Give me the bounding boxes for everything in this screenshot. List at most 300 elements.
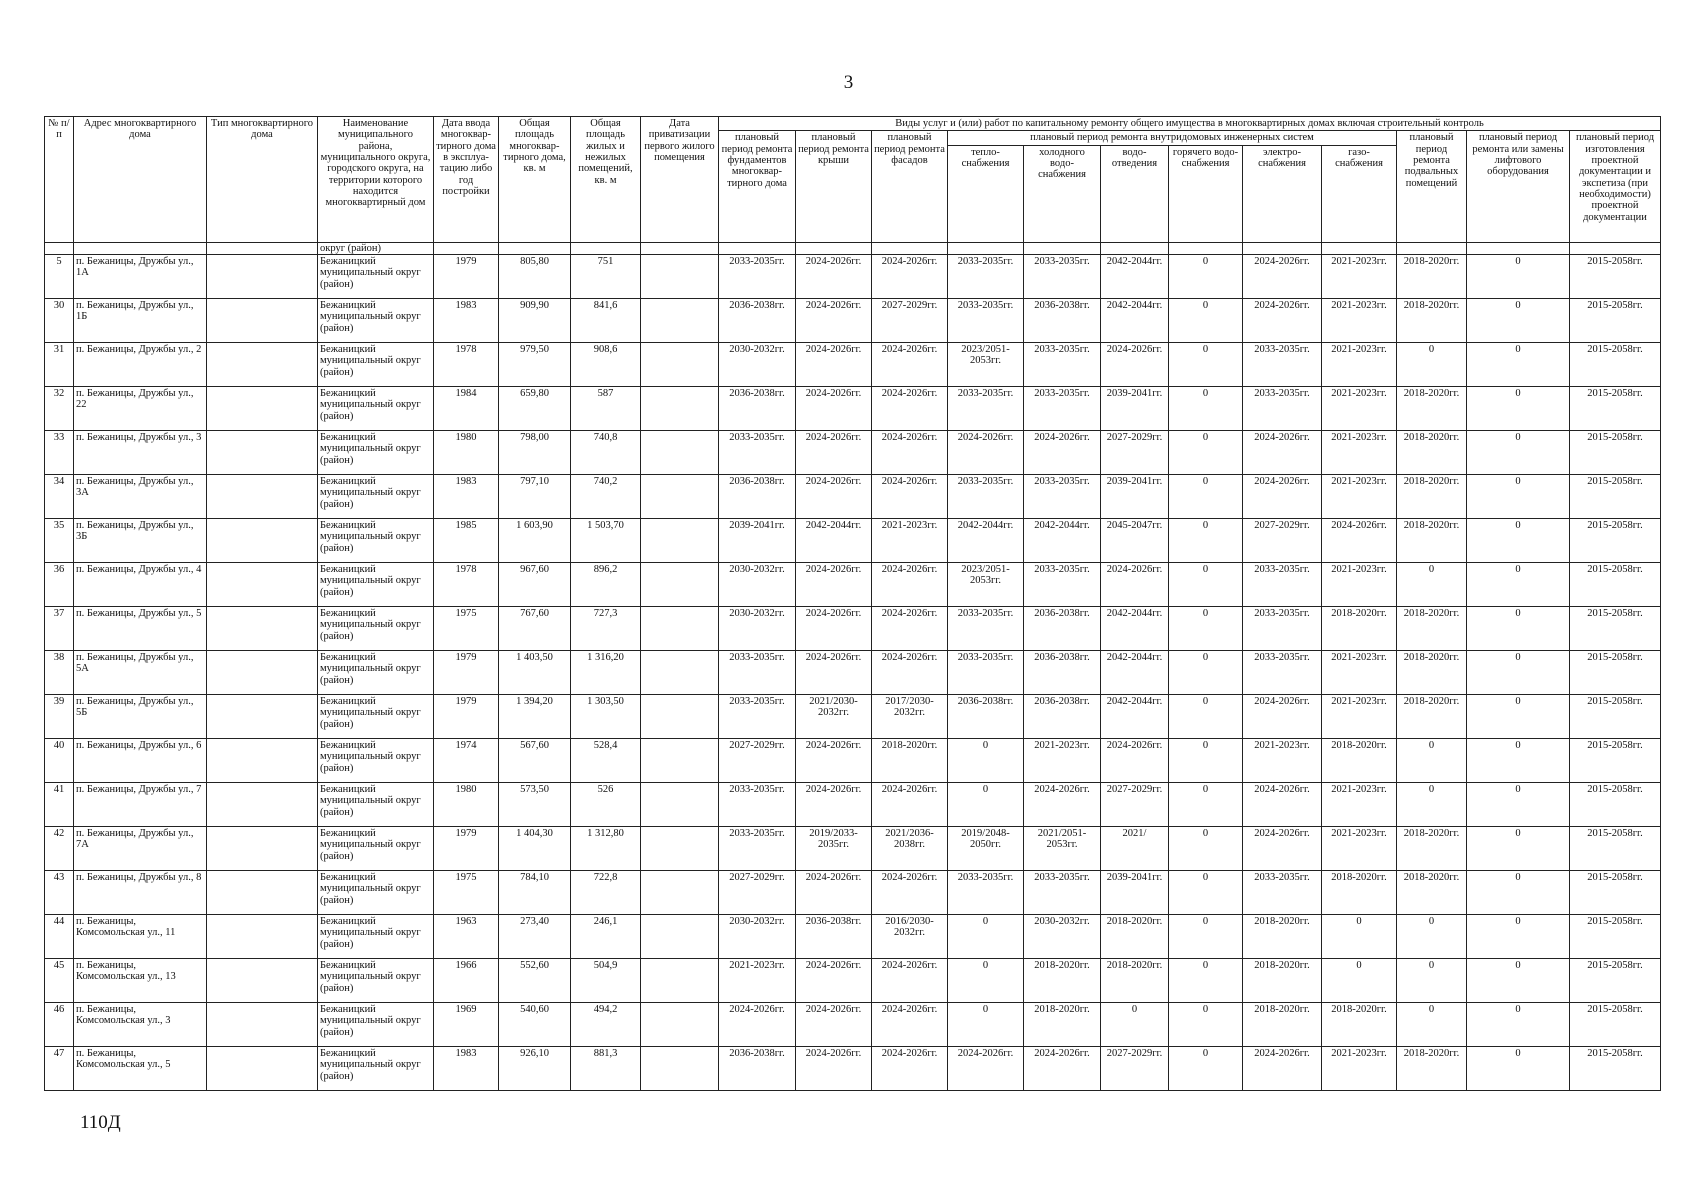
cell-num: 46 bbox=[45, 1002, 74, 1046]
cell-address: п. Бежаницы, Дружбы ул., 4 bbox=[74, 562, 207, 606]
cell-basement: 2018-2020гг. bbox=[1397, 386, 1467, 430]
cell-address: п. Бежаницы, Дружбы ул., 3А bbox=[74, 474, 207, 518]
cell-facade: 2018-2020гг. bbox=[872, 738, 948, 782]
cell-gas: 2021-2023гг. bbox=[1322, 782, 1397, 826]
cell-electric: 2033-2035гг. bbox=[1243, 650, 1322, 694]
cell-num: 31 bbox=[45, 342, 74, 386]
cell-design: 2015-2058гг. bbox=[1570, 738, 1661, 782]
cell-living-area: 751 bbox=[571, 254, 641, 298]
cell-basement: 2018-2020гг. bbox=[1397, 606, 1467, 650]
table-row bbox=[45, 430, 1661, 474]
cell-basement: 0 bbox=[1397, 1002, 1467, 1046]
cell-num: 36 bbox=[45, 562, 74, 606]
cell-year: 1983 bbox=[434, 474, 499, 518]
cell-basement: 0 bbox=[1397, 738, 1467, 782]
cell-num: 44 bbox=[45, 914, 74, 958]
cell-total-area: 767,60 bbox=[499, 606, 571, 650]
cell-heat: 2033-2035гг. bbox=[948, 298, 1024, 342]
cell-address: п. Бежаницы, Комсомольская ул., 5 bbox=[74, 1046, 207, 1090]
cell-basement: 2018-2020гг. bbox=[1397, 870, 1467, 914]
cell-design: 2015-2058гг. bbox=[1570, 254, 1661, 298]
cell-year: 1983 bbox=[434, 298, 499, 342]
cell-design: 2015-2058гг. bbox=[1570, 1046, 1661, 1090]
table-row bbox=[45, 694, 1661, 738]
cell-living-area: 504,9 bbox=[571, 958, 641, 1002]
cell-num: 33 bbox=[45, 430, 74, 474]
header-works-group: Виды услуг и (или) работ по капитальному ремонту общего имущества в многоквартирных домах включая строительный контроль bbox=[719, 117, 1661, 131]
cell-gas: 2021-2023гг. bbox=[1322, 650, 1397, 694]
cell-address: п. Бежаницы, Комсомольская ул., 11 bbox=[74, 914, 207, 958]
cell-privatization bbox=[641, 694, 719, 738]
cell-type bbox=[207, 650, 318, 694]
cell-roof: 2024-2026гг. bbox=[796, 430, 872, 474]
cell-foundation: 2030-2032гг. bbox=[719, 342, 796, 386]
cell-gas: 2021-2023гг. bbox=[1322, 386, 1397, 430]
cell-address: п. Бежаницы, Дружбы ул., 1А bbox=[74, 254, 207, 298]
cell-type bbox=[207, 386, 318, 430]
cell-gas: 2021-2023гг. bbox=[1322, 826, 1397, 870]
cell-cold-water: 2024-2026гг. bbox=[1024, 782, 1101, 826]
cell-privatization bbox=[641, 298, 719, 342]
cell-foundation: 2036-2038гг. bbox=[719, 298, 796, 342]
cell-basement: 0 bbox=[1397, 958, 1467, 1002]
cell-design: 2015-2058гг. bbox=[1570, 430, 1661, 474]
table-row bbox=[45, 386, 1661, 430]
cell-num: 42 bbox=[45, 826, 74, 870]
cell-facade: 2024-2026гг. bbox=[872, 650, 948, 694]
cell-privatization bbox=[641, 826, 719, 870]
cell-year: 1985 bbox=[434, 518, 499, 562]
cell-basement: 2018-2020гг. bbox=[1397, 430, 1467, 474]
cell-cold-water: 2033-2035гг. bbox=[1024, 562, 1101, 606]
cell-total-area: 573,50 bbox=[499, 782, 571, 826]
table-row bbox=[45, 1046, 1661, 1090]
cell-num: 45 bbox=[45, 958, 74, 1002]
cell-basement: 2018-2020гг. bbox=[1397, 254, 1467, 298]
cell-heat: 0 bbox=[948, 1002, 1024, 1046]
cell-sewage: 2024-2026гг. bbox=[1101, 342, 1169, 386]
cell-elevator: 0 bbox=[1467, 386, 1570, 430]
cell-foundation: 2033-2035гг. bbox=[719, 254, 796, 298]
cell-cold-water: 2033-2035гг. bbox=[1024, 386, 1101, 430]
cell-basement: 2018-2020гг. bbox=[1397, 650, 1467, 694]
cell-living-area: 246,1 bbox=[571, 914, 641, 958]
cell-foundation: 2024-2026гг. bbox=[719, 1002, 796, 1046]
cell-living-area: 587 bbox=[571, 386, 641, 430]
cell-year: 1984 bbox=[434, 386, 499, 430]
header-hot-water: горячего водо- снабжения bbox=[1169, 145, 1243, 242]
cell-roof: 2042-2044гг. bbox=[796, 518, 872, 562]
cell-cold-water: 2024-2026гг. bbox=[1024, 1046, 1101, 1090]
cell-num: 35 bbox=[45, 518, 74, 562]
cell-type bbox=[207, 518, 318, 562]
cell-electric: 2021-2023гг. bbox=[1243, 738, 1322, 782]
cell-cold-water: 2021-2023гг. bbox=[1024, 738, 1101, 782]
cell-year: 1975 bbox=[434, 870, 499, 914]
cell-address: п. Бежаницы, Дружбы ул., 3 bbox=[74, 430, 207, 474]
cell-roof: 2024-2026гг. bbox=[796, 342, 872, 386]
header-design: плановый период изготовления проектной документации и экспетиза (при необходимости) проектной документации bbox=[1570, 131, 1661, 242]
cell-privatization bbox=[641, 342, 719, 386]
cell-elevator: 0 bbox=[1467, 958, 1570, 1002]
cell-num: 37 bbox=[45, 606, 74, 650]
cell-roof: 2024-2026гг. bbox=[796, 298, 872, 342]
cell-living-area: 526 bbox=[571, 782, 641, 826]
cell-address: п. Бежаницы, Дружбы ул., 7 bbox=[74, 782, 207, 826]
table-row bbox=[45, 650, 1661, 694]
table-body bbox=[45, 242, 1661, 1090]
cell-cold-water: 2033-2035гг. bbox=[1024, 342, 1101, 386]
cell-heat: 2036-2038гг. bbox=[948, 694, 1024, 738]
cell-gas: 2021-2023гг. bbox=[1322, 474, 1397, 518]
cell-total-area: 540,60 bbox=[499, 1002, 571, 1046]
cell-privatization bbox=[641, 958, 719, 1002]
cell-sewage: 0 bbox=[1101, 1002, 1169, 1046]
cell-basement: 2018-2020гг. bbox=[1397, 826, 1467, 870]
header-elevator: плановый период ремонта или замены лифтового оборудования bbox=[1467, 131, 1570, 242]
cell-elevator: 0 bbox=[1467, 738, 1570, 782]
cell-heat: 2033-2035гг. bbox=[948, 474, 1024, 518]
header-facade: плановый период ремонта фасадов bbox=[872, 131, 948, 242]
cell-electric: 2033-2035гг. bbox=[1243, 562, 1322, 606]
cell-design: 2015-2058гг. bbox=[1570, 650, 1661, 694]
cell-gas: 2021-2023гг. bbox=[1322, 298, 1397, 342]
cell-total-area: 797,10 bbox=[499, 474, 571, 518]
cell-heat: 2023/2051-2053гг. bbox=[948, 562, 1024, 606]
cell-foundation: 2036-2038гг. bbox=[719, 1046, 796, 1090]
cell-living-area: 1 312,80 bbox=[571, 826, 641, 870]
cell-design: 2015-2058гг. bbox=[1570, 1002, 1661, 1046]
cell-district: Бежаницкий муниципальный округ (район) bbox=[318, 1046, 434, 1090]
cell-total-area: 1 603,90 bbox=[499, 518, 571, 562]
cell-facade: 2024-2026гг. bbox=[872, 1046, 948, 1090]
cell-total-area: 967,60 bbox=[499, 562, 571, 606]
cell-facade: 2024-2026гг. bbox=[872, 254, 948, 298]
cell-hot-water: 0 bbox=[1169, 958, 1243, 1002]
header-living-area: Общая площадь жилых и нежилых помещений, кв. м bbox=[571, 117, 641, 243]
table-row bbox=[45, 562, 1661, 606]
cell-address: п. Бежаницы, Дружбы ул., 8 bbox=[74, 870, 207, 914]
cell-heat: 2023/2051-2053гг. bbox=[948, 342, 1024, 386]
cell-hot-water: 0 bbox=[1169, 518, 1243, 562]
cell-facade: 2021/2036-2038гг. bbox=[872, 826, 948, 870]
header-basement: плановый период ремонта подвальных помещений bbox=[1397, 131, 1467, 242]
table-row bbox=[45, 518, 1661, 562]
cell-electric: 2018-2020гг. bbox=[1243, 914, 1322, 958]
cell-living-area: 896,2 bbox=[571, 562, 641, 606]
cell-hot-water: 0 bbox=[1169, 870, 1243, 914]
cell-foundation: 2039-2041гг. bbox=[719, 518, 796, 562]
cell-basement: 2018-2020гг. bbox=[1397, 694, 1467, 738]
cell-electric: 2027-2029гг. bbox=[1243, 518, 1322, 562]
cell-hot-water: 0 bbox=[1169, 386, 1243, 430]
cell-gas: 2021-2023гг. bbox=[1322, 342, 1397, 386]
cell-address: п. Бежаницы, Дружбы ул., 5А bbox=[74, 650, 207, 694]
cell-type bbox=[207, 694, 318, 738]
cell-district: Бежаницкий муниципальный округ (район) bbox=[318, 254, 434, 298]
cell-district: Бежаницкий муниципальный округ (район) bbox=[318, 562, 434, 606]
cell-roof: 2024-2026гг. bbox=[796, 474, 872, 518]
cell-num: 41 bbox=[45, 782, 74, 826]
cell-elevator: 0 bbox=[1467, 914, 1570, 958]
cell-design: 2015-2058гг. bbox=[1570, 826, 1661, 870]
table-row bbox=[45, 826, 1661, 870]
table-row bbox=[45, 914, 1661, 958]
cell-foundation: 2021-2023гг. bbox=[719, 958, 796, 1002]
cell-district: Бежаницкий муниципальный округ (район) bbox=[318, 1002, 434, 1046]
cell-gas: 2021-2023гг. bbox=[1322, 254, 1397, 298]
cell-electric: 2033-2035гг. bbox=[1243, 342, 1322, 386]
cell-foundation: 2036-2038гг. bbox=[719, 386, 796, 430]
cell-heat: 2033-2035гг. bbox=[948, 386, 1024, 430]
cell-living-area: 908,6 bbox=[571, 342, 641, 386]
cell-address: п. Бежаницы, Дружбы ул., 2 bbox=[74, 342, 207, 386]
cell-gas: 0 bbox=[1322, 958, 1397, 1002]
document-code: 110Д bbox=[80, 1112, 121, 1133]
cell-living-area: 841,6 bbox=[571, 298, 641, 342]
cell-privatization bbox=[641, 386, 719, 430]
cell-year: 1966 bbox=[434, 958, 499, 1002]
cell-sewage: 2018-2020гг. bbox=[1101, 958, 1169, 1002]
cell-basement: 2018-2020гг. bbox=[1397, 474, 1467, 518]
cell-design: 2015-2058гг. bbox=[1570, 606, 1661, 650]
cell-facade: 2024-2026гг. bbox=[872, 342, 948, 386]
cell-living-area: 740,8 bbox=[571, 430, 641, 474]
cell-basement: 0 bbox=[1397, 782, 1467, 826]
cell-district: Бежаницкий муниципальный округ (район) bbox=[318, 650, 434, 694]
cell-type bbox=[207, 474, 318, 518]
cell-num: 43 bbox=[45, 870, 74, 914]
cell-heat: 0 bbox=[948, 738, 1024, 782]
cell-roof: 2024-2026гг. bbox=[796, 738, 872, 782]
cell-sewage: 2021/ bbox=[1101, 826, 1169, 870]
cell-facade: 2021-2023гг. bbox=[872, 518, 948, 562]
cell-living-area: 881,3 bbox=[571, 1046, 641, 1090]
header-district: Наименование муниципального района, муниципального округа, городского округа, на территории которого находится многоквартирный дом bbox=[318, 117, 434, 243]
header-roof: плановый период ремонта крыши bbox=[796, 131, 872, 242]
cell-gas: 2018-2020гг. bbox=[1322, 606, 1397, 650]
cell-electric: 2024-2026гг. bbox=[1243, 298, 1322, 342]
cell-facade: 2024-2026гг. bbox=[872, 1002, 948, 1046]
cell-heat: 0 bbox=[948, 782, 1024, 826]
cell-living-area: 494,2 bbox=[571, 1002, 641, 1046]
cell-num: 5 bbox=[45, 254, 74, 298]
header-row-1 bbox=[45, 117, 1661, 131]
cell-basement: 0 bbox=[1397, 914, 1467, 958]
cell-design: 2015-2058гг. bbox=[1570, 518, 1661, 562]
cell-cold-water: 2042-2044гг. bbox=[1024, 518, 1101, 562]
cell-design: 2015-2058гг. bbox=[1570, 958, 1661, 1002]
cell-total-area: 805,80 bbox=[499, 254, 571, 298]
cell-sewage: 2018-2020гг. bbox=[1101, 914, 1169, 958]
cell-type bbox=[207, 342, 318, 386]
cell-sewage: 2042-2044гг. bbox=[1101, 298, 1169, 342]
cell-gas: 2018-2020гг. bbox=[1322, 1002, 1397, 1046]
cell-privatization bbox=[641, 650, 719, 694]
cell-electric: 2024-2026гг. bbox=[1243, 430, 1322, 474]
cell-total-area: 1 404,30 bbox=[499, 826, 571, 870]
cell-design: 2015-2058гг. bbox=[1570, 342, 1661, 386]
cell-sewage: 2027-2029гг. bbox=[1101, 1046, 1169, 1090]
table-row bbox=[45, 254, 1661, 298]
cell-year: 1979 bbox=[434, 254, 499, 298]
cell-foundation: 2030-2032гг. bbox=[719, 606, 796, 650]
cell-elevator: 0 bbox=[1467, 870, 1570, 914]
cell-electric: 2018-2020гг. bbox=[1243, 1002, 1322, 1046]
cell-year: 1980 bbox=[434, 430, 499, 474]
cell-heat: 2033-2035гг. bbox=[948, 606, 1024, 650]
cell-year: 1978 bbox=[434, 342, 499, 386]
cell-basement: 2018-2020гг. bbox=[1397, 298, 1467, 342]
header-sewage: водо- отведения bbox=[1101, 145, 1169, 242]
cell-hot-water: 0 bbox=[1169, 254, 1243, 298]
cell-district: Бежаницкий муниципальный округ (район) bbox=[318, 958, 434, 1002]
cell-year: 1969 bbox=[434, 1002, 499, 1046]
cell-cold-water: 2033-2035гг. bbox=[1024, 474, 1101, 518]
cell-roof: 2024-2026гг. bbox=[796, 1002, 872, 1046]
cell-num: 47 bbox=[45, 1046, 74, 1090]
cell-cold-water: 2036-2038гг. bbox=[1024, 650, 1101, 694]
cell-sewage: 2042-2044гг. bbox=[1101, 694, 1169, 738]
cell-year: 1978 bbox=[434, 562, 499, 606]
cell-elevator: 0 bbox=[1467, 1002, 1570, 1046]
cell-num: 39 bbox=[45, 694, 74, 738]
cell-elevator: 0 bbox=[1467, 826, 1570, 870]
cell-total-area: 784,10 bbox=[499, 870, 571, 914]
cell-roof: 2019/2033-2035гг. bbox=[796, 826, 872, 870]
cell-address: п. Бежаницы, Дружбы ул., 5 bbox=[74, 606, 207, 650]
header-cold-water: холодного водо- снабжения bbox=[1024, 145, 1101, 242]
cell-total-area: 926,10 bbox=[499, 1046, 571, 1090]
header-total-area: Общая площадь многоквар- тирного дома, кв. м bbox=[499, 117, 571, 243]
repair-schedule-table bbox=[44, 116, 1661, 1091]
header-num: № п/п bbox=[45, 117, 74, 243]
header-electric: электро- снабжения bbox=[1243, 145, 1322, 242]
cell-gas: 2021-2023гг. bbox=[1322, 694, 1397, 738]
cell-sewage: 2042-2044гг. bbox=[1101, 254, 1169, 298]
cell-electric: 2033-2035гг. bbox=[1243, 870, 1322, 914]
cell-foundation: 2033-2035гг. bbox=[719, 650, 796, 694]
cell-sewage: 2045-2047гг. bbox=[1101, 518, 1169, 562]
cell-district: Бежаницкий муниципальный округ (район) bbox=[318, 694, 434, 738]
cell-district: Бежаницкий муниципальный округ (район) bbox=[318, 606, 434, 650]
table-row bbox=[45, 782, 1661, 826]
table-row bbox=[45, 342, 1661, 386]
cell-year: 1979 bbox=[434, 650, 499, 694]
cell-privatization bbox=[641, 870, 719, 914]
cell-roof: 2036-2038гг. bbox=[796, 914, 872, 958]
cell-type bbox=[207, 958, 318, 1002]
cell-gas: 2018-2020гг. bbox=[1322, 738, 1397, 782]
cell-basement: 2018-2020гг. bbox=[1397, 1046, 1467, 1090]
cell-total-area: 1 403,50 bbox=[499, 650, 571, 694]
cell-cold-water: 2033-2035гг. bbox=[1024, 870, 1101, 914]
cell-privatization bbox=[641, 914, 719, 958]
cell-elevator: 0 bbox=[1467, 474, 1570, 518]
cell-roof: 2024-2026гг. bbox=[796, 870, 872, 914]
cell-design: 2015-2058гг. bbox=[1570, 914, 1661, 958]
cell-district: Бежаницкий муниципальный округ (район) bbox=[318, 430, 434, 474]
cell-cold-water: 2033-2035гг. bbox=[1024, 254, 1101, 298]
continuation-text: округ (район) bbox=[318, 242, 434, 254]
table-row bbox=[45, 870, 1661, 914]
cell-privatization bbox=[641, 430, 719, 474]
cell-cold-water: 2024-2026гг. bbox=[1024, 430, 1101, 474]
cell-electric: 2024-2026гг. bbox=[1243, 694, 1322, 738]
cell-hot-water: 0 bbox=[1169, 826, 1243, 870]
cell-heat: 2033-2035гг. bbox=[948, 650, 1024, 694]
cell-district: Бежаницкий муниципальный округ (район) bbox=[318, 826, 434, 870]
cell-cold-water: 2021/2051-2053гг. bbox=[1024, 826, 1101, 870]
cell-living-area: 1 503,70 bbox=[571, 518, 641, 562]
cell-district: Бежаницкий муниципальный округ (район) bbox=[318, 386, 434, 430]
cell-basement: 2018-2020гг. bbox=[1397, 518, 1467, 562]
cell-hot-water: 0 bbox=[1169, 914, 1243, 958]
cell-roof: 2024-2026гг. bbox=[796, 1046, 872, 1090]
cell-total-area: 798,00 bbox=[499, 430, 571, 474]
cell-address: п. Бежаницы, Комсомольская ул., 3 bbox=[74, 1002, 207, 1046]
cell-district: Бежаницкий муниципальный округ (район) bbox=[318, 474, 434, 518]
table-row bbox=[45, 606, 1661, 650]
cell-design: 2015-2058гг. bbox=[1570, 694, 1661, 738]
cell-district: Бежаницкий муниципальный округ (район) bbox=[318, 738, 434, 782]
cell-num: 38 bbox=[45, 650, 74, 694]
cell-hot-water: 0 bbox=[1169, 606, 1243, 650]
cell-cold-water: 2036-2038гг. bbox=[1024, 298, 1101, 342]
cell-total-area: 273,40 bbox=[499, 914, 571, 958]
cell-total-area: 552,60 bbox=[499, 958, 571, 1002]
cell-living-area: 727,3 bbox=[571, 606, 641, 650]
cell-year: 1974 bbox=[434, 738, 499, 782]
cell-living-area: 1 316,20 bbox=[571, 650, 641, 694]
cell-foundation: 2033-2035гг. bbox=[719, 694, 796, 738]
cell-living-area: 1 303,50 bbox=[571, 694, 641, 738]
cell-elevator: 0 bbox=[1467, 430, 1570, 474]
cell-facade: 2024-2026гг. bbox=[872, 474, 948, 518]
cell-foundation: 2036-2038гг. bbox=[719, 474, 796, 518]
cell-sewage: 2042-2044гг. bbox=[1101, 650, 1169, 694]
cell-heat: 2019/2048-2050гг. bbox=[948, 826, 1024, 870]
cell-elevator: 0 bbox=[1467, 606, 1570, 650]
cell-facade: 2024-2026гг. bbox=[872, 386, 948, 430]
cell-elevator: 0 bbox=[1467, 562, 1570, 606]
cell-district: Бежаницкий муниципальный округ (район) bbox=[318, 782, 434, 826]
cell-foundation: 2033-2035гг. bbox=[719, 826, 796, 870]
cell-electric: 2033-2035гг. bbox=[1243, 606, 1322, 650]
cell-roof: 2021/2030-2032гг. bbox=[796, 694, 872, 738]
cell-roof: 2024-2026гг. bbox=[796, 650, 872, 694]
cell-hot-water: 0 bbox=[1169, 298, 1243, 342]
cell-privatization bbox=[641, 474, 719, 518]
cell-total-area: 659,80 bbox=[499, 386, 571, 430]
cell-privatization bbox=[641, 606, 719, 650]
cell-cold-water: 2018-2020гг. bbox=[1024, 958, 1101, 1002]
cell-living-area: 722,8 bbox=[571, 870, 641, 914]
cell-foundation: 2030-2032гг. bbox=[719, 914, 796, 958]
header-systems-group: плановый период ремонта внутридомовых инженерных систем bbox=[948, 131, 1397, 145]
cell-heat: 2042-2044гг. bbox=[948, 518, 1024, 562]
cell-sewage: 2024-2026гг. bbox=[1101, 738, 1169, 782]
cell-hot-water: 0 bbox=[1169, 650, 1243, 694]
cell-hot-water: 0 bbox=[1169, 474, 1243, 518]
cell-type bbox=[207, 562, 318, 606]
cell-total-area: 567,60 bbox=[499, 738, 571, 782]
cell-type bbox=[207, 826, 318, 870]
header-gas: газо- снабжения bbox=[1322, 145, 1397, 242]
cell-num: 30 bbox=[45, 298, 74, 342]
header-type: Тип многоквартирного дома bbox=[207, 117, 318, 243]
header-privatization: Дата приватизации первого жилого помещения bbox=[641, 117, 719, 243]
